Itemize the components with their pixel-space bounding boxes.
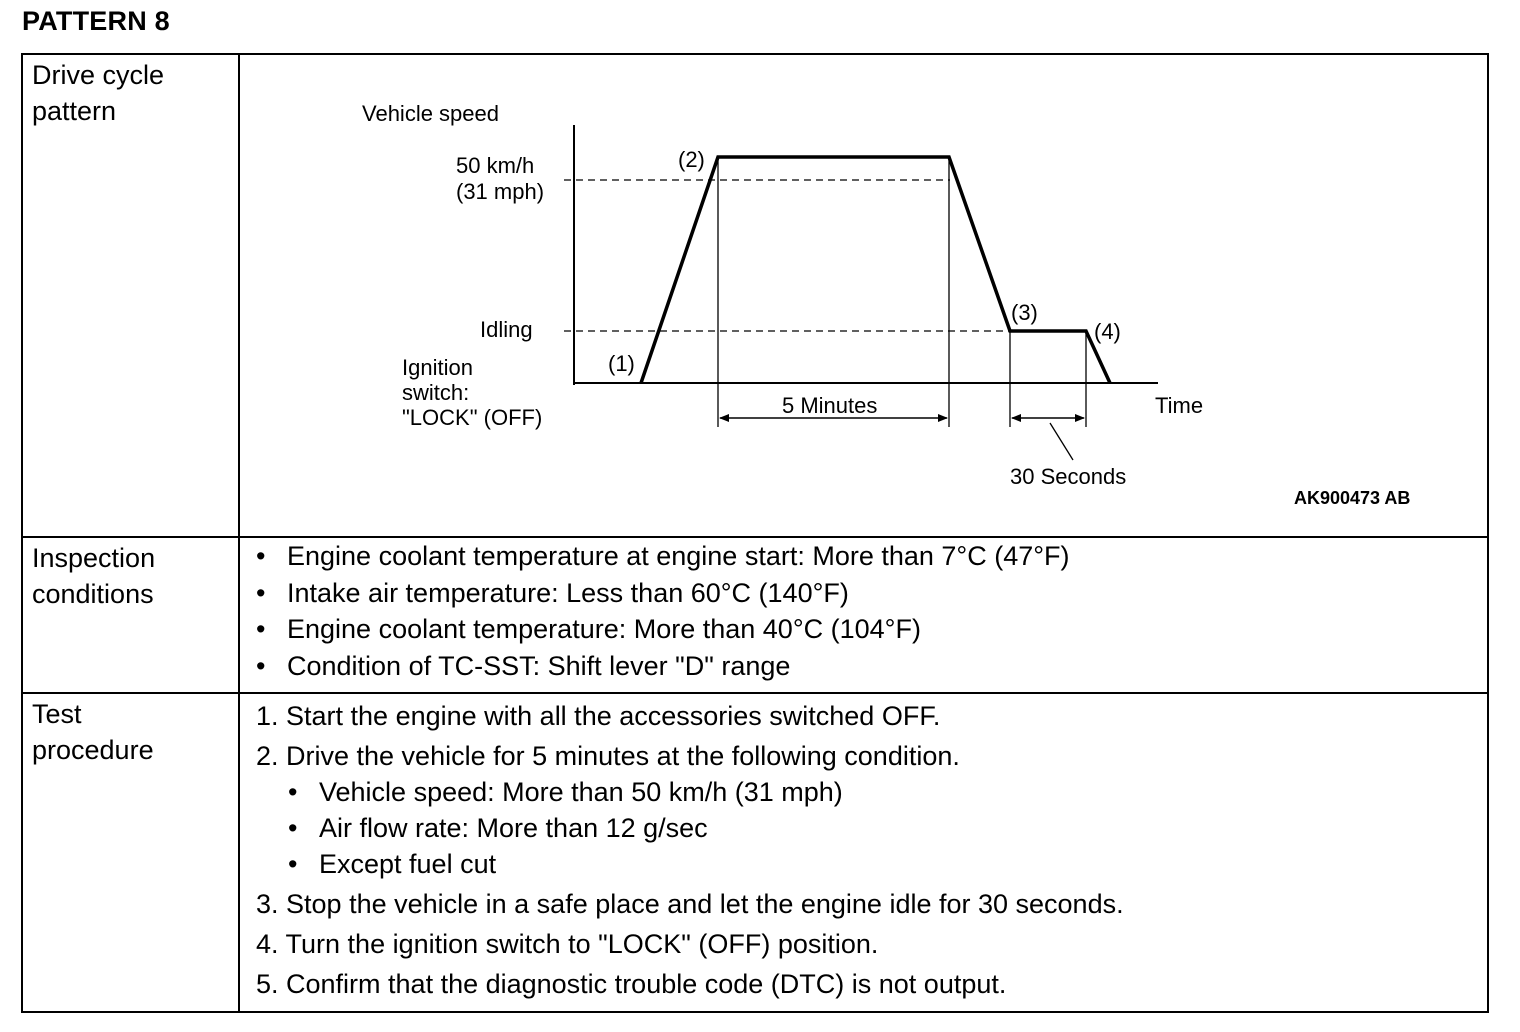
inspection-item: • Engine coolant temperature: More than 40°C (104°F) (256, 611, 1487, 648)
inspection-label (22, 537, 239, 693)
procedure-step: 5. Confirm that the diagnostic trouble code (DTC) is not output. (256, 969, 1007, 999)
idling-label: Idling (480, 317, 533, 342)
page-title: PATTERN 8 (22, 6, 170, 36)
speed-50-label: 50 km/h (456, 153, 535, 178)
procedure-step-2-conditions (256, 774, 1487, 882)
speed-profile-line (641, 157, 1110, 383)
inspection-label-line1: Inspection (32, 543, 156, 573)
inspection-item: • Engine coolant temperature at engine start: More than 7°C (47°F) (256, 538, 1487, 575)
procedure-label-line2: procedure (32, 735, 154, 765)
point-3-label: (3) (1011, 300, 1038, 325)
procedure-sub-item: • Air flow rate: More than 12 g/sec (288, 810, 1487, 846)
drive-cycle-label (22, 54, 239, 537)
ignition-label-line2: switch: (402, 380, 470, 405)
thirty-seconds-label: 30 Seconds (1010, 464, 1127, 489)
procedure-sub-item: • Except fuel cut (288, 846, 1487, 882)
procedure-step-2 (256, 738, 1487, 882)
y-axis-label: Vehicle speed (362, 101, 499, 126)
inspection-row (22, 537, 1488, 693)
thirty-second-leader-line (1050, 423, 1073, 460)
five-minutes-label: 5 Minutes (782, 393, 878, 418)
inspection-item: • Condition of TC-SST: Shift lever "D" range (256, 648, 1487, 685)
ignition-label-line1: Ignition (402, 355, 473, 380)
procedure-step: 3. Stop the vehicle in a safe place and let the engine idle for 30 seconds. (256, 889, 1124, 919)
drive-cycle-label-line1: Drive cycle (32, 60, 165, 90)
figure-code: AK900473 AB (1294, 488, 1411, 508)
procedure-label (22, 693, 239, 1012)
procedure-row (22, 693, 1488, 1012)
drive-cycle-label-line2: pattern (32, 96, 117, 126)
drive-cycle-diagram (240, 55, 1498, 534)
procedure-label-line1: Test (32, 699, 82, 729)
time-axis-label: Time (1155, 393, 1204, 418)
inspection-list (240, 538, 1487, 684)
procedure-step: 4. Turn the ignition switch to "LOCK" (OFF) position. (256, 929, 879, 959)
drive-cycle-diagram-cell (239, 54, 1488, 537)
ignition-label-line3: "LOCK" (OFF) (402, 405, 543, 430)
procedure-step-2-text: 2. Drive the vehicle for 5 minutes at the following condition. (256, 741, 960, 771)
drive-cycle-row (22, 54, 1488, 537)
point-1-label: (1) (608, 351, 635, 376)
spec-table (21, 53, 1489, 1013)
inspection-label-line2: conditions (32, 579, 154, 609)
inspection-item: • Intake air temperature: Less than 60°C (140°F) (256, 575, 1487, 612)
procedure-sub-item: • Vehicle speed: More than 50 km/h (31 mph) (288, 774, 1487, 810)
speed-31-label: (31 mph) (456, 179, 545, 204)
point-4-label: (4) (1094, 319, 1121, 344)
procedure-steps (240, 694, 1487, 1002)
inspection-content (239, 537, 1488, 693)
procedure-content (239, 693, 1488, 1012)
point-2-label: (2) (678, 147, 705, 172)
procedure-step: 1. Start the engine with all the accessories switched OFF. (256, 701, 941, 731)
